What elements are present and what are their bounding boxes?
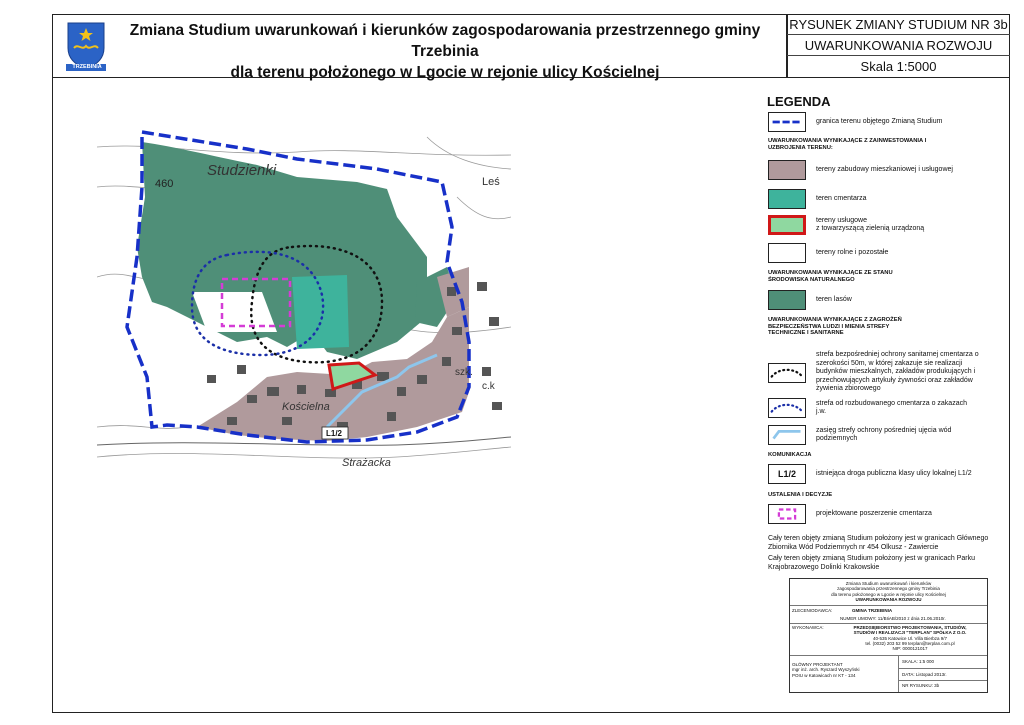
road-swatch: L1/2	[768, 464, 806, 484]
legend-cemetery	[768, 189, 867, 209]
tb-divider-3	[790, 655, 987, 656]
tb-line-2: zagospodarowania przestrzennego gminy Trzebinia	[837, 586, 940, 592]
legend-cemetery-text: teren cmentarza	[816, 194, 867, 202]
tb-designer-reg: POIU w Katowicach nr KT - 134	[792, 672, 856, 678]
legend-extension-text: projektowane poszerzenie cmentarza	[816, 509, 932, 517]
legend-section-nature: UWARUNKOWANIA WYNIKAJĄCE ZE STANU ŚRODOWISKA NATURALNEGO	[768, 270, 893, 283]
legend-note-2: Cały teren objęty zmianą Studium położony jest w granicach Parku Krajobrazowego Dolinki Krakowskie	[768, 555, 975, 571]
tb-divider-2	[790, 623, 987, 624]
legend-forest	[768, 290, 852, 310]
title-block	[789, 578, 988, 693]
legend-extended-zone-text: strefa od rozbudowanego cmentarza o zakazach j.w.	[816, 399, 967, 415]
cemetery-area	[292, 275, 349, 349]
title-line-2: dla terenu położonego w Lgocie w rejonie ulicy Kościelnej	[230, 64, 660, 81]
label-studzienki: Studzienki	[207, 162, 277, 179]
water-zone-swatch	[768, 425, 806, 445]
legend-sanitary-zone	[768, 351, 988, 394]
legend-section-hazards: UWARUNKOWANIA WYNIKAJĄCE Z ZAGROŻEŃ BEZPIECZEŃSTWA LUDZI I MIENIA STREFY TECHNICZNE I SANITARNE	[768, 317, 902, 337]
legend-residential-text: tereny zabudowy mieszkaniowej i usługowej	[816, 165, 953, 173]
boundary-swatch	[768, 112, 806, 132]
label-szk: szk.	[455, 367, 473, 378]
tb-date: DATA: Listopad 2013r.	[902, 672, 947, 677]
contour-label: 460	[155, 178, 174, 190]
label-koscielna: Kościelna	[282, 401, 330, 413]
legend-forest-text: teren lasów	[816, 295, 852, 303]
sanitary-zone-swatch	[768, 363, 806, 383]
legend-section-development: UWARUNKOWANIA WYNIKAJĄCE Z ZAINWESTOWANIA I UZBROJENIA TERENU:	[768, 138, 927, 151]
tb-author	[835, 625, 985, 651]
legend-agricultural	[768, 243, 888, 263]
legend-section-roads: KOMUNIKACJA	[768, 452, 812, 458]
forest-swatch	[768, 290, 806, 310]
tb-designer-name: mgr inż. arch. Ryszard Wyszyński	[792, 667, 860, 673]
extended-zone-swatch	[768, 398, 806, 418]
label-ck: c.k	[482, 381, 495, 392]
services-line-2: z towarzyszącą zielenią urządzoną	[816, 225, 925, 232]
legend-boundary-text: granica terenu objętego Zmianą Studium	[816, 117, 943, 125]
tb-divider-4	[899, 668, 987, 669]
drawing-scale: Skala 1:5000	[860, 59, 937, 74]
legend-water-zone	[768, 425, 976, 445]
legend-extension	[768, 504, 932, 524]
drawing-id-box	[787, 14, 1010, 78]
road-label-map: L1/2	[326, 429, 343, 438]
tb-author-label: WYKONAWCA:	[792, 625, 824, 630]
tb-author-1: PRZEDSIĘBIORSTWO PROJEKTOWANIA, STUDIÓW,	[853, 625, 967, 630]
tb-designer-label: GŁÓWNY PROJEKTANT	[792, 662, 843, 667]
crest-label: TRZEBINIA	[72, 64, 102, 70]
drawing-subject: UWARUNKOWANIA ROZWOJU	[787, 35, 1010, 56]
legend-agricultural-text: tereny rolne i pozostałe	[816, 248, 889, 256]
label-strazacka: Strażacka	[342, 457, 391, 469]
legend-boundary	[768, 112, 942, 132]
map-canvas[interactable]	[97, 127, 511, 474]
legend-services	[768, 215, 924, 235]
tb-scale: SKALA: 1:5 000	[902, 659, 935, 664]
services-line-1: tereny usługowe	[816, 216, 867, 224]
services-swatch	[768, 215, 806, 235]
legend-road	[768, 464, 972, 484]
tb-designer	[792, 662, 897, 678]
tb-subject: UWARUNKOWANIA ROZWOJU	[855, 596, 922, 602]
legend-sanitary-zone-text: strefa bezpośredniej ochrony sanitarnej cmentarza o szerokości 50m, w której zakazuje sie realizacji budynków mieszkalnych, zakładów produkujących i przechowujących artykuły żywności oraz zakładów żywienia zbiorowego	[816, 351, 979, 392]
residential-swatch	[768, 160, 806, 180]
tb-divider-5	[899, 680, 987, 681]
title-line-1: Zmiana Studium uwarunkowań i kierunków zagospodarowania przestrzennego gminy Trzebinia	[129, 22, 761, 60]
tb-vdivider	[898, 655, 899, 692]
tb-line-1: Zmiana Studium uwarunkowań i kierunków	[845, 581, 932, 586]
legend-section-decisions: USTALENIA I DECYZJE	[768, 492, 833, 498]
tb-heading	[790, 581, 987, 602]
legend-residential	[768, 160, 953, 180]
tb-line-3: dla terenu położonego w Lgocie w rejonie ulicy Kościelnej	[831, 591, 946, 597]
legend-services-text	[816, 217, 924, 234]
legend-water-zone-text: zasięg strefy ochrony pośredniej ujęcia wód podziemnych	[816, 426, 952, 442]
tb-client: GMINA TRZEBINIA	[852, 608, 893, 613]
tb-contract: NUMER UMOWY: 11/BIiAB/2010 z dnia 21.06.2010r.	[840, 616, 946, 621]
tb-author-5: NIP: 0000121017	[892, 646, 928, 652]
tb-author-2: STUDIÓW I REALIZACJI "TERPLAN" SPÓŁKA Z O.O.	[853, 630, 967, 636]
tb-divider	[790, 605, 987, 606]
drawing-number: RYSUNEK ZMIANY STUDIUM NR 3b	[787, 14, 1010, 35]
tb-author-3: 40-535 Katowice Ul. Villa Bierbza 9/7	[873, 635, 947, 641]
tb-author-4: tel. (0032) 203 52 99 terplan@terplan.com.pl	[865, 640, 955, 646]
label-les: Leś	[482, 176, 500, 188]
tb-client-label: ZLECENIODAWCA:	[792, 608, 833, 613]
agricultural-swatch	[768, 243, 806, 263]
cemetery-swatch	[768, 189, 806, 209]
legend-extended-zone	[768, 398, 976, 418]
extension-swatch	[768, 504, 806, 524]
legend-note-1: Cały teren objęty zmianą Studium położony jest w granicach Głównego Zbiornika Wód Podziemnych nr 454 Olkusz - Zawiercie	[768, 535, 989, 551]
legend-road-text: istniejąca droga publiczna klasy ulicy lokalnej L1/2	[816, 469, 972, 477]
legend-title: LEGENDA	[767, 94, 831, 109]
tb-sheet: NR RYSUNKU: 3b	[902, 683, 940, 688]
map-title	[105, 20, 785, 81]
